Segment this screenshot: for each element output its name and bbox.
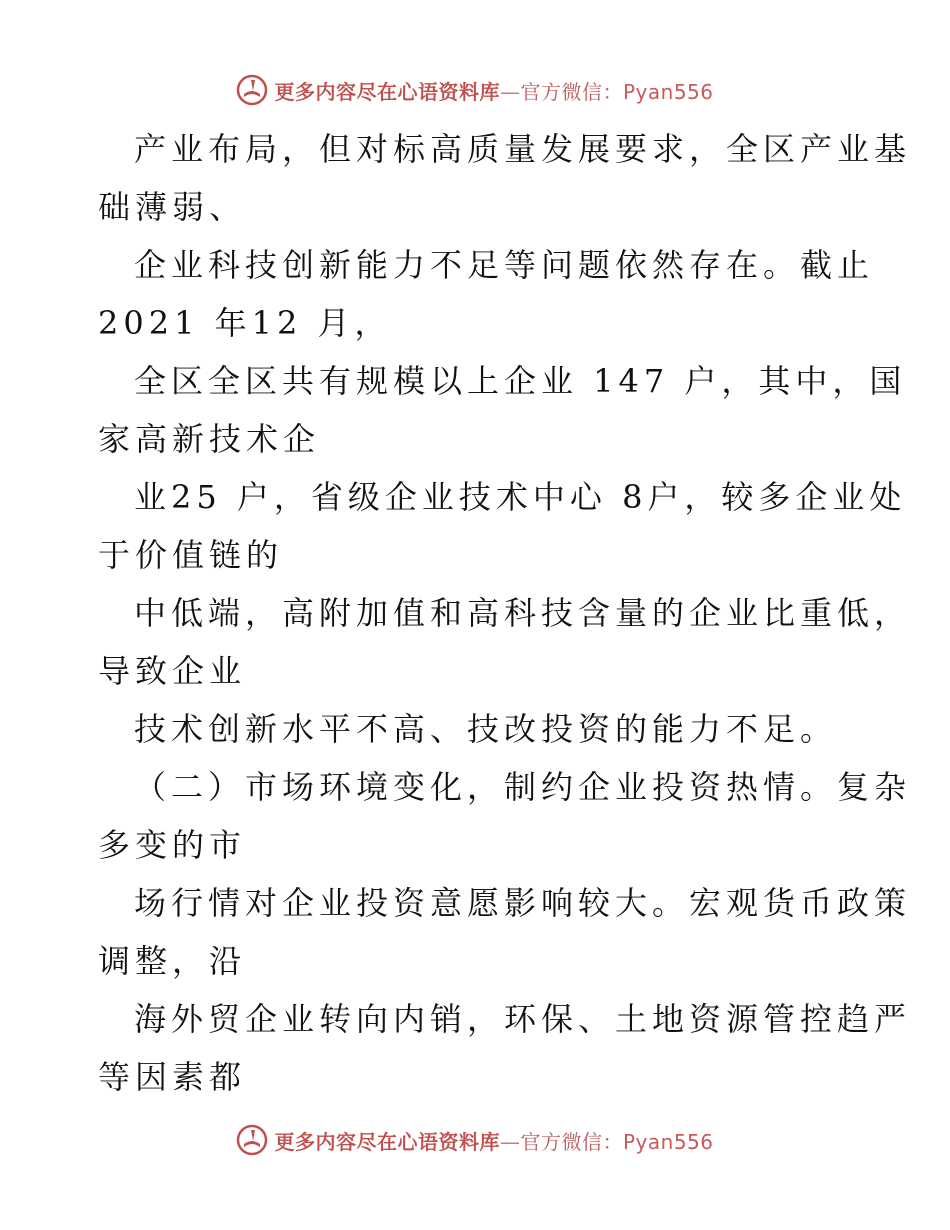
text-line: 海外贸企业转向内销，环保、土地资源管控趋严 <box>134 1000 912 1038</box>
watermark-secondary-text: 官方微信： <box>520 1129 623 1154</box>
header-watermark <box>0 70 950 110</box>
watermark-secondary-text: 官方微信： <box>520 79 623 104</box>
footer-watermark <box>0 1120 950 1160</box>
text-line: 场行情对企业投资意愿影响较大。宏观货币政策 <box>134 884 912 922</box>
text-line: 业25 户，省级企业技术中心 8户，较多企业处 <box>134 478 907 516</box>
text-line: 技术创新水平不高、技改投资的能力不足。 <box>134 710 838 748</box>
text-line: （二）市场环境变化，制约企业投资热情。复杂 <box>134 768 912 806</box>
text-line: 等因素都 <box>98 1058 247 1096</box>
red-book-pen-logo-icon <box>236 1124 268 1156</box>
text-line: 2021 年12 月， <box>98 304 392 342</box>
text-line: 调整，沿 <box>98 942 247 980</box>
text-line: 产业布局，但对标高质量发展要求，全区产业基 <box>134 130 912 168</box>
text-line: 于价值链的 <box>98 536 284 574</box>
text-line: 导致企业 <box>98 652 247 690</box>
watermark-wechat-id: Pyan556 <box>622 79 714 104</box>
watermark-separator: — <box>499 1129 521 1154</box>
watermark-wechat-id: Pyan556 <box>622 1129 714 1154</box>
text-line: 多变的市 <box>98 826 247 864</box>
document-body <box>98 120 912 1106</box>
text-line: 础薄弱、 <box>98 188 247 226</box>
text-line: 家高新技术企 <box>98 420 321 458</box>
text-line: 企业科技创新能力不足等问题依然存在。截止 <box>134 246 875 284</box>
red-book-pen-logo-icon <box>236 74 268 106</box>
watermark-separator: — <box>499 79 521 104</box>
text-line: 全区全区共有规模以上企业 147 户，其中，国 <box>134 362 907 400</box>
watermark-main-text: 更多内容尽在心语资料库 <box>274 1129 500 1154</box>
text-line: 中低端，高附加值和高科技含量的企业比重低， <box>134 594 912 632</box>
watermark-main-text: 更多内容尽在心语资料库 <box>274 79 500 104</box>
